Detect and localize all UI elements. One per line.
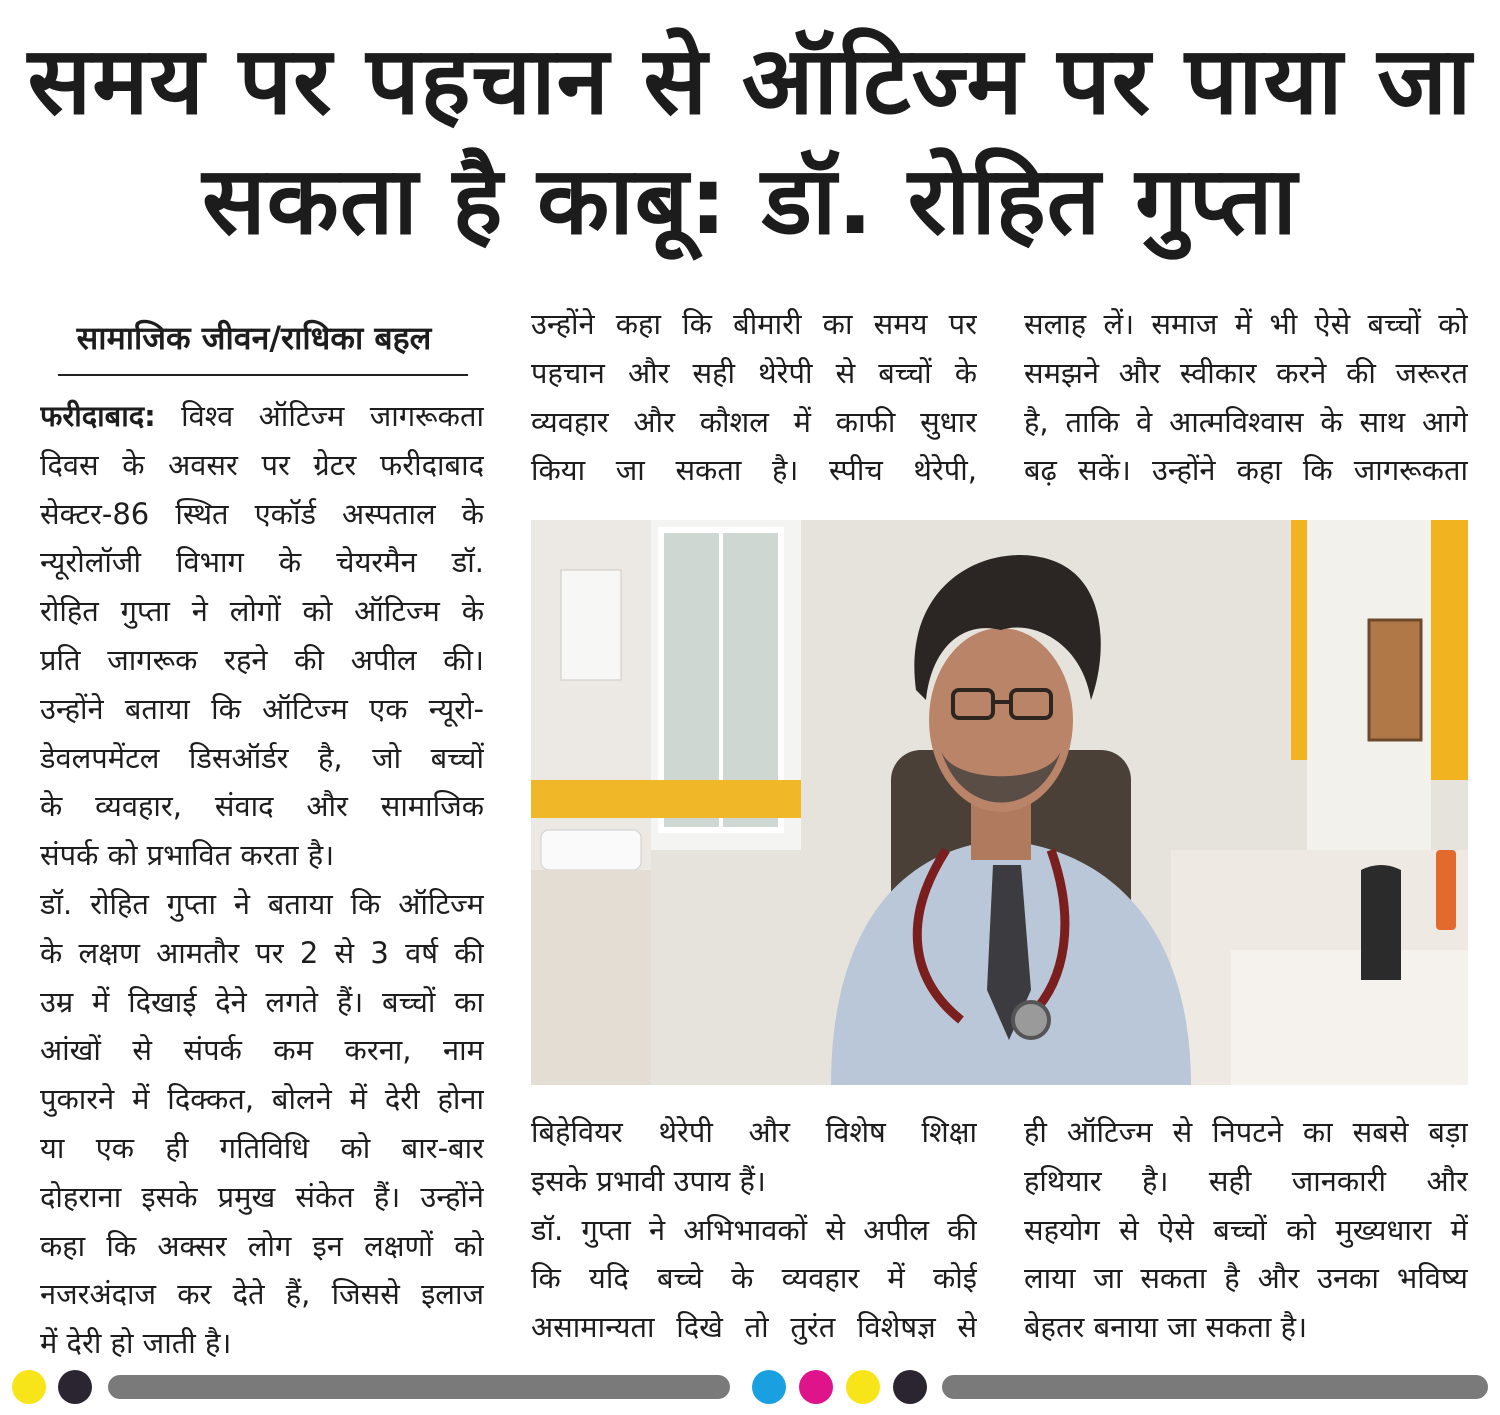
byline: सामाजिक जीवन/राधिका बहल <box>76 319 432 357</box>
col3-bottom-line-4: बेहतर बनाया जा सकता है। <box>1024 1310 1308 1345</box>
col1-line-14: पुकारने में दिक्कत, बोलने में देरी होना <box>40 1082 484 1117</box>
gray-bar-right <box>942 1375 1488 1399</box>
col1-line-4: रोहित गुप्ता ने लोगों को ऑटिज्म के <box>40 594 484 629</box>
headline-line-2: सकता है काबू: डॉ. रोहित गुप्ता <box>202 147 1298 256</box>
yellow-dot <box>12 1370 46 1404</box>
col3-top-line-1: समझने और स्वीकार करने की जरूरत <box>1024 355 1468 390</box>
col2-top-line-0: उन्होंने कहा कि बीमारी का समय पर <box>531 307 977 341</box>
dateline: फरीदाबाद: <box>40 399 156 433</box>
doctor-photo <box>531 520 1468 1085</box>
col1-line-11: के लक्षण आमतौर पर 2 से 3 वर्ष की <box>40 935 484 970</box>
col2-bottom-line-3: कि यदि बच्चे के व्यवहार में कोई <box>531 1261 977 1296</box>
col1-line-19: में देरी हो जाती है। <box>40 1326 232 1361</box>
col1-line-18: नजरअंदाज कर देते हैं, जिससे इलाज <box>40 1277 484 1312</box>
col3-bottom-line-1: हथियार है। सही जानकारी और <box>1024 1163 1468 1198</box>
col2-top-line-2: व्यवहार और कौशल में काफी सुधार <box>531 404 977 439</box>
col3-top-line-0: सलाह लें। समाज में भी ऐसे बच्चों को <box>1024 307 1468 341</box>
magenta-dot <box>799 1370 833 1404</box>
headline <box>0 22 1500 262</box>
col1-line-13: आंखों से संपर्क कम करना, नाम <box>40 1033 484 1068</box>
cyan-dot <box>752 1370 786 1404</box>
col1-line-16: दोहराना इसके प्रमुख संकेत हैं। उन्होंने <box>40 1179 484 1214</box>
gray-bar-left <box>108 1375 730 1399</box>
col1-line-12: उम्र में दिखाई देने लगते हैं। बच्चों का <box>40 984 484 1019</box>
print-registration-bar <box>0 1362 1500 1412</box>
col1-line-2: सेक्टर-86 स्थित एकॉर्ड अस्पताल के <box>40 496 484 531</box>
yellow-dot-2 <box>846 1370 880 1404</box>
col1-line-0: फरीदाबाद: विश्व ऑटिज्म जागरूकता <box>40 399 484 433</box>
column-3-top <box>1024 300 1468 495</box>
black-dot-2 <box>893 1370 927 1404</box>
col1-line-6: उन्होंने बताया कि ऑटिज्म एक न्यूरो- <box>40 691 484 726</box>
col1-line-15: या एक ही गतिविधि को बार-बार <box>40 1130 484 1165</box>
col2-top-line-1: पहचान और सही थेरेपी से बच्चों के <box>531 355 977 390</box>
col1-line-7: डेवलपमेंटल डिसऑर्डर है, जो बच्चों <box>40 740 484 775</box>
col3-bottom-line-0: ही ऑटिज्म से निपटने का सबसे बड़ा <box>1024 1115 1468 1149</box>
col2-bottom-line-4: असामान्यता दिखे तो तुरंत विशेषज्ञ से <box>531 1310 977 1345</box>
col3-bottom-line-3: लाया जा सकता है और उनका भविष्य <box>1024 1261 1468 1296</box>
col3-top-line-2: है, ताकि वे आत्मविश्वास के साथ आगे <box>1024 404 1468 439</box>
byline-rule <box>58 374 468 376</box>
column-2-top <box>531 300 977 495</box>
col2-bottom-line-0: बिहेवियर थेरेपी और विशेष शिक्षा <box>531 1115 977 1149</box>
black-dot <box>58 1370 92 1404</box>
col1-line-9: संपर्क को प्रभावित करता है। <box>40 838 335 873</box>
col3-bottom-line-2: सहयोग से ऐसे बच्चों को मुख्यधारा में <box>1024 1212 1468 1247</box>
col2-bottom-line-2: डॉ. गुप्ता ने अभिभावकों से अपील की <box>531 1212 977 1247</box>
col3-top-line-3: बढ़ सकें। उन्होंने कहा कि जागरूकता <box>1024 453 1468 488</box>
col1-line-1: दिवस के अवसर पर ग्रेटर फरीदाबाद <box>40 447 484 482</box>
column-1 <box>40 392 484 1368</box>
headline-line-1: समय पर पहचान से ऑटिज्म पर पाया जा <box>27 27 1473 136</box>
col1-line-10: डॉ. रोहित गुप्ता ने बताया कि ऑटिज्म <box>40 886 484 921</box>
column-2-bottom <box>531 1108 977 1352</box>
col1-line-8: के व्यवहार, संवाद और सामाजिक <box>40 789 484 824</box>
column-3-bottom <box>1024 1108 1468 1352</box>
col2-top-line-3: किया जा सकता है। स्पीच थेरेपी, <box>531 453 977 488</box>
col2-bottom-line-1: इसके प्रभावी उपाय हैं। <box>531 1163 766 1198</box>
col1-line-17: कहा कि अक्सर लोग इन लक्षणों को <box>40 1228 484 1263</box>
col1-line-5: प्रति जागरूक रहने की अपील की। <box>40 642 484 677</box>
col1-line-3: न्यूरोलॉजी विभाग के चेयरमैन डॉ. <box>40 545 484 580</box>
